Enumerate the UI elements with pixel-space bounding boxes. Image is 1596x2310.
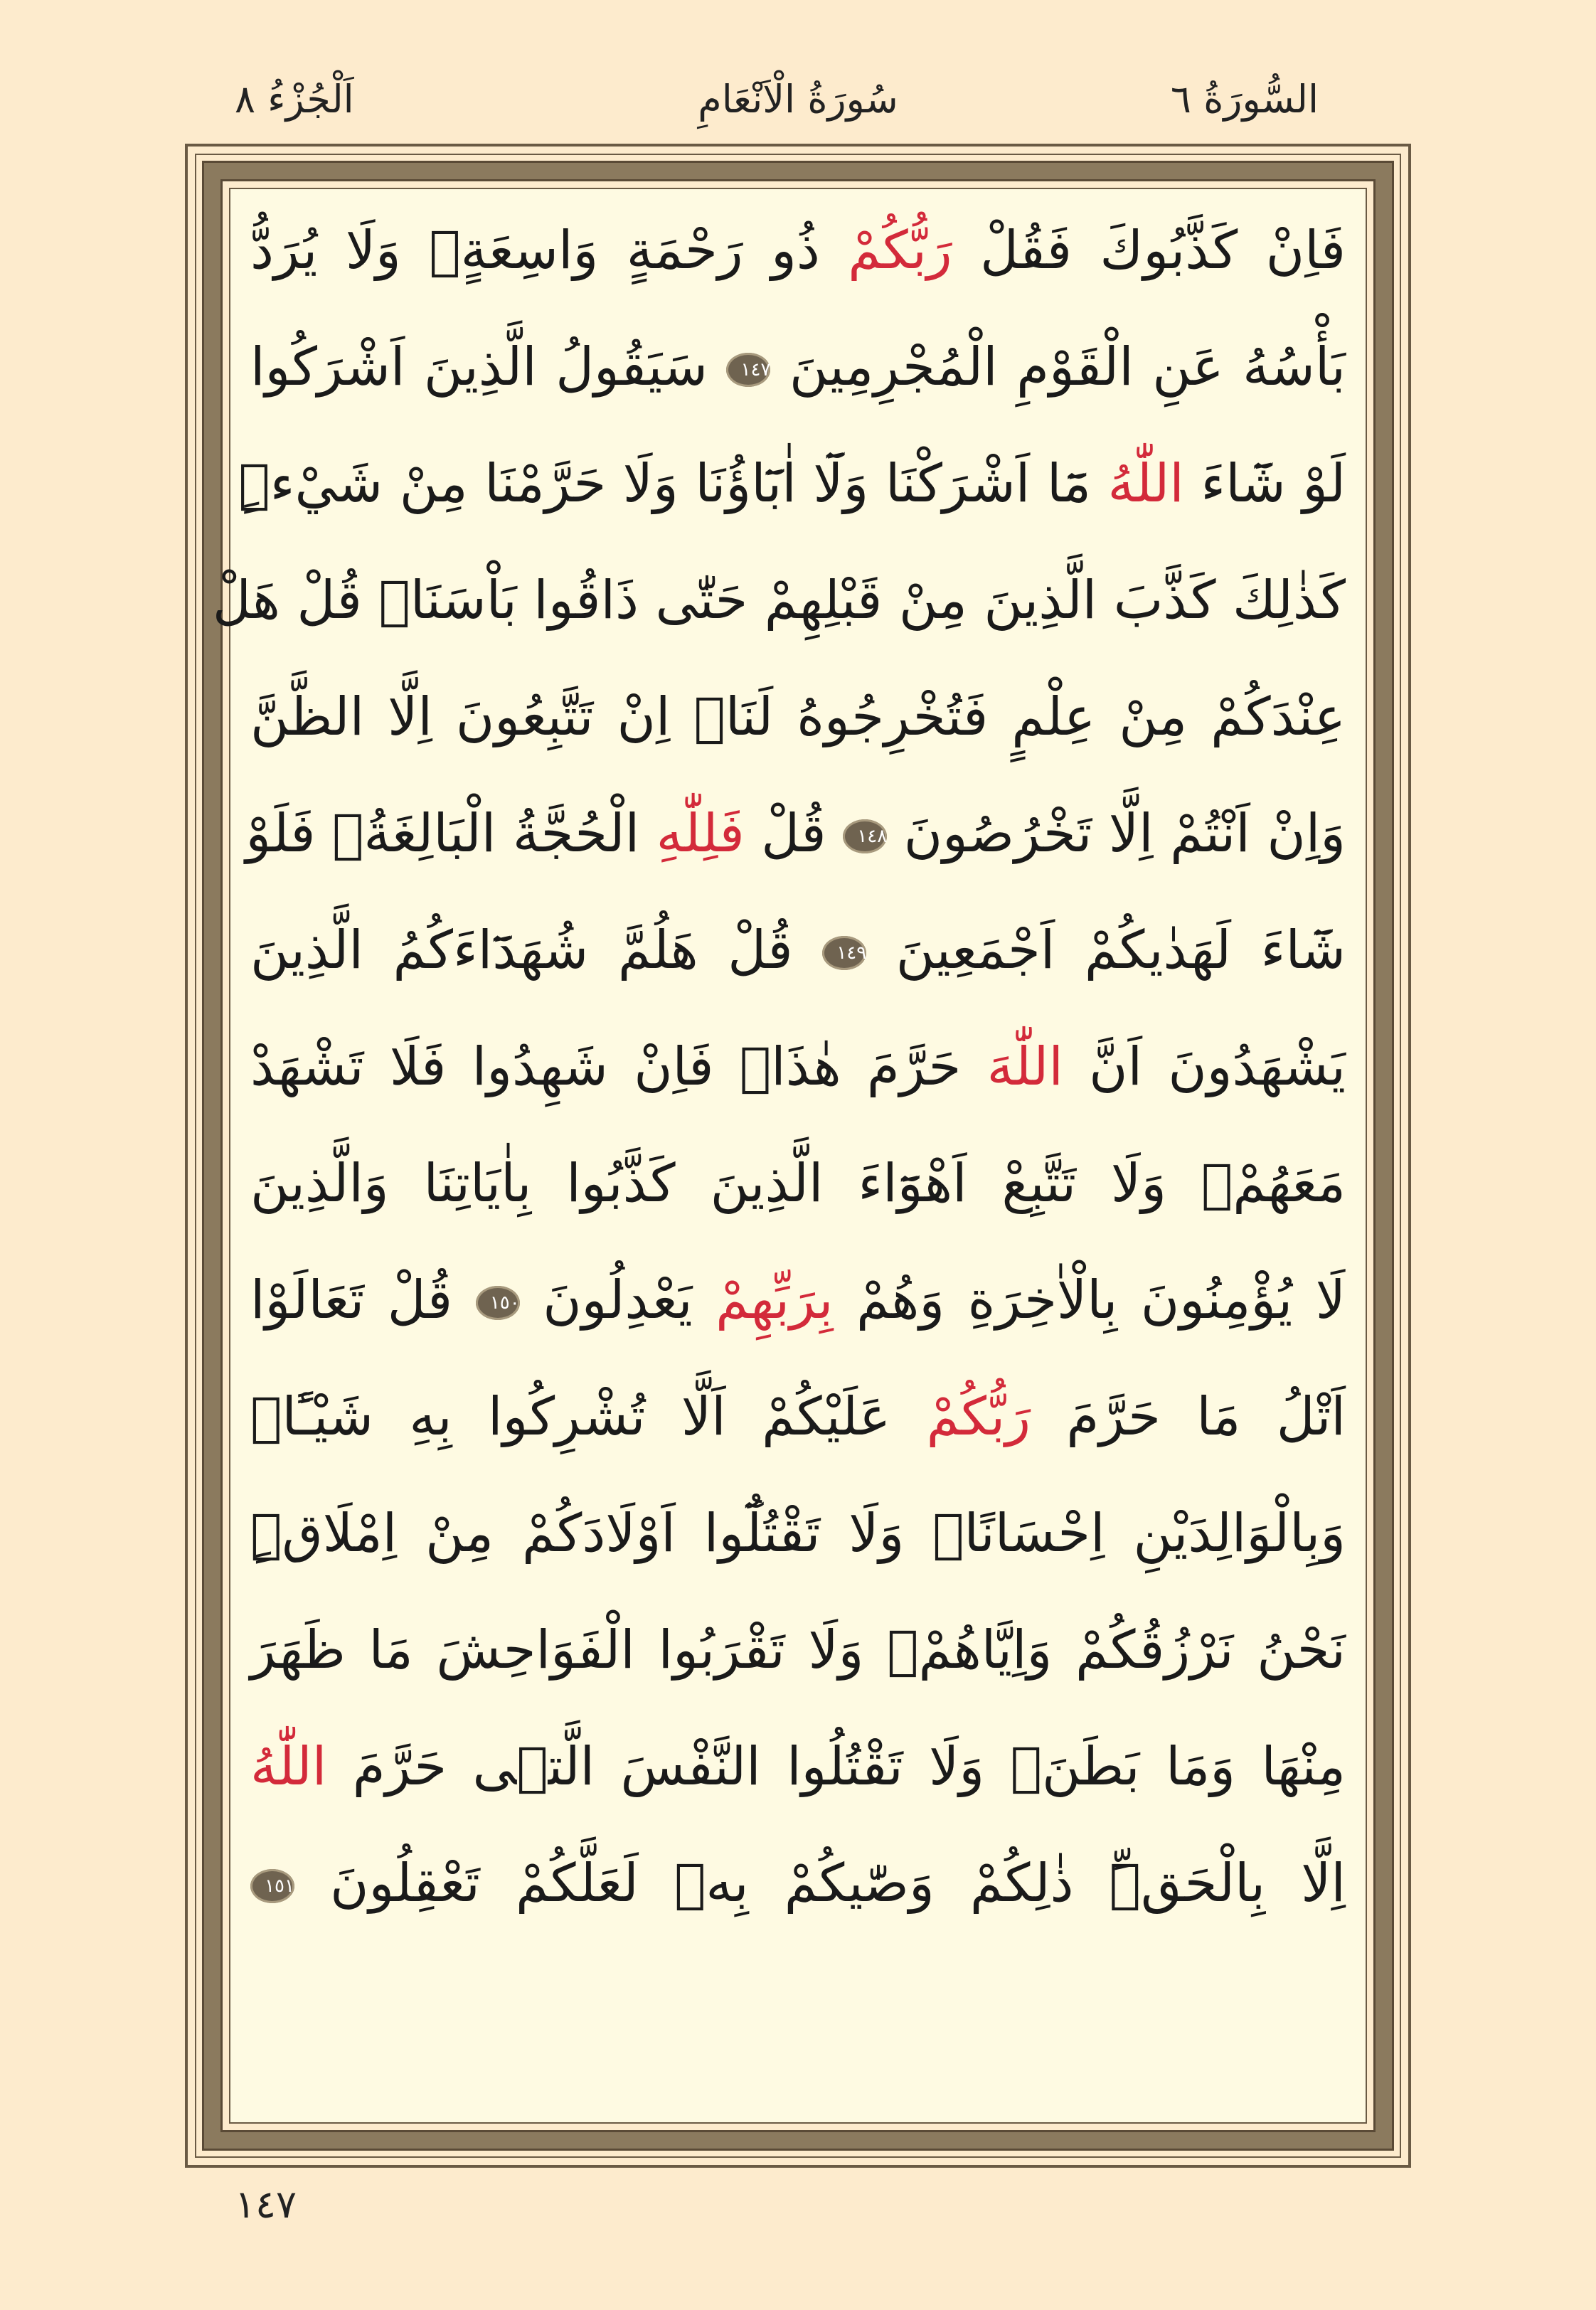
verse-line-content bbox=[250, 659, 1346, 775]
verse-line bbox=[250, 192, 1346, 309]
verse-line-content bbox=[250, 1825, 1346, 1942]
verse-line bbox=[250, 1592, 1346, 1708]
verse-line bbox=[212, 542, 1346, 659]
verse-line bbox=[250, 1708, 1346, 1825]
verse-text: مَٓا اَشْرَكْنَا وَلَٓا اٰبَٓاؤُنَا وَلَا حَرَّمْنَا مِنْ شَيْءٍۜ bbox=[238, 453, 1108, 514]
verse-text: سَيَقُولُ الَّذِينَ اَشْرَكُوا bbox=[250, 336, 727, 398]
verse-text: عِنْدَكُمْ مِنْ عِلْمٍ فَتُخْرِجُوهُ لَنَاۜ اِنْ تَتَّبِعُونَ اِلَّا الظَّنَّ bbox=[250, 686, 1346, 747]
verse-line-content bbox=[250, 1242, 1346, 1358]
verse-text: كَذٰلِكَ كَذَّبَ الَّذِينَ مِنْ قَبْلِهِمْ حَتّٰى ذَاقُوا بَاْسَنَاۜ قُلْ هَلْ bbox=[212, 570, 1346, 631]
divine-name-text: اللّٰهَ bbox=[986, 1036, 1063, 1097]
verse-line bbox=[250, 1008, 1346, 1125]
verse-text: لَوْ شَٓاءَ bbox=[1183, 453, 1346, 514]
ayah-number-marker: ١٥٠ bbox=[476, 1286, 520, 1320]
divine-name-text: اللّٰهُ bbox=[250, 1736, 327, 1797]
ayah-number-marker: ١٤٨ bbox=[843, 819, 887, 853]
verse-line-content bbox=[250, 1358, 1346, 1475]
verse-line-content bbox=[250, 1592, 1346, 1708]
verse-line bbox=[250, 1475, 1346, 1592]
verse-text: قُلْ تَعَالَوْا bbox=[250, 1270, 476, 1331]
verse-text: اَتْلُ مَا حَرَّمَ bbox=[1031, 1386, 1346, 1447]
verse-line-content bbox=[250, 1475, 1346, 1592]
divine-name-text: بِرَبِّهِمْ bbox=[715, 1270, 834, 1331]
ayah-number-marker: ١٥١ bbox=[250, 1869, 294, 1903]
verse-line-content bbox=[250, 192, 1346, 309]
verse-text: بَأْسُهُ عَنِ الْقَوْمِ الْمُجْرِمِينَ bbox=[770, 336, 1346, 398]
verse-line bbox=[250, 659, 1346, 775]
quran-text-block bbox=[212, 192, 1346, 1942]
page-header bbox=[0, 77, 1596, 134]
verse-text: اِلَّا بِالْحَقِّۜ ذٰلِكُمْ وَصّٰيكُمْ بِهٖ لَعَلَّكُمْ تَعْقِلُونَ bbox=[294, 1853, 1346, 1914]
verse-text: مَعَهُمْۚ وَلَا تَتَّبِعْ اَهْوَٓاءَ الَّذِينَ كَذَّبُوا بِاٰيَاتِنَا وَالَّذِينَ bbox=[250, 1153, 1346, 1214]
divine-name-text: اللّٰهُ bbox=[1107, 453, 1184, 514]
verse-line bbox=[250, 1825, 1346, 1942]
surah-number: السُّورَةُ ٦ bbox=[1170, 77, 1319, 122]
verse-line bbox=[238, 425, 1346, 542]
verse-text: يَعْدِلُونَ bbox=[519, 1270, 716, 1331]
juz-label: اَلْجُزْءُ ٨ bbox=[235, 77, 354, 122]
verse-line bbox=[250, 309, 1346, 425]
verse-line-content bbox=[250, 1125, 1346, 1242]
verse-line-content bbox=[238, 425, 1346, 542]
verse-line bbox=[245, 775, 1346, 892]
verse-line-content bbox=[250, 892, 1346, 1008]
verse-line-content bbox=[250, 1008, 1346, 1125]
verse-text: يَشْهَدُونَ اَنَّ bbox=[1063, 1036, 1346, 1097]
surah-name: سُورَةُ الْاَنْعَامِ bbox=[698, 77, 898, 122]
verse-text: الْحُجَّةُ الْبَالِغَةُۚ فَلَوْ bbox=[245, 803, 656, 864]
divine-name-text: فَلِلّٰهِ bbox=[656, 803, 745, 864]
page-number: ١٤٧ bbox=[235, 2182, 297, 2227]
verse-line-content bbox=[212, 542, 1346, 659]
verse-text: نَحْنُ نَرْزُقُكُمْ وَاِيَّاهُمْۚ وَلَا تَقْرَبُوا الْفَوَاحِشَ مَا ظَهَرَ bbox=[250, 1619, 1346, 1681]
verse-line bbox=[250, 892, 1346, 1008]
divine-name-text: رَبُّكُمْ bbox=[848, 220, 952, 281]
verse-text: فَاِنْ كَذَّبُوكَ فَقُلْ bbox=[952, 220, 1346, 281]
verse-text: شَٓاءَ لَهَدٰيكُمْ اَجْمَعِينَ bbox=[866, 920, 1346, 981]
verse-text: ذُو رَحْمَةٍ وَاسِعَةٍۚ وَلَا يُرَدُّ bbox=[250, 220, 848, 281]
verse-text: حَرَّمَ هٰذَاۚ فَاِنْ شَهِدُوا فَلَا تَشْهَدْ bbox=[250, 1036, 987, 1097]
verse-text: وَاِنْ اَنْتُمْ اِلَّا تَخْرُصُونَ bbox=[887, 803, 1346, 864]
divine-name-text: رَبُّكُمْ bbox=[926, 1386, 1031, 1447]
verse-line bbox=[250, 1242, 1346, 1358]
verse-line bbox=[250, 1358, 1346, 1475]
verse-text: مِنْهَا وَمَا بَطَنَۚ وَلَا تَقْتُلُوا النَّفْسَ الَّتٖى حَرَّمَ bbox=[326, 1736, 1346, 1797]
verse-text: عَلَيْكُمْ اَلَّا تُشْرِكُوا بِهِ شَيْـًٔاۜ bbox=[250, 1386, 927, 1447]
verse-line bbox=[250, 1125, 1346, 1242]
verse-line-content bbox=[245, 775, 1346, 892]
verse-text: قُلْ bbox=[744, 803, 844, 864]
verse-text: قُلْ هَلُمَّ شُهَدَٓاءَكُمُ الَّذِينَ bbox=[250, 920, 823, 981]
verse-line-content bbox=[250, 1708, 1346, 1825]
ayah-number-marker: ١٤٩ bbox=[822, 936, 866, 970]
ayah-number-marker: ١٤٧ bbox=[726, 353, 770, 387]
verse-text: وَبِالْوَالِدَيْنِ اِحْسَانًاۚ وَلَا تَقْتُلُٓوا اَوْلَادَكُمْ مِنْ اِمْلَاقٍۜ bbox=[250, 1503, 1346, 1564]
verse-text: لَا يُؤْمِنُونَ بِالْاٰخِرَةِ وَهُمْ bbox=[833, 1270, 1346, 1331]
verse-line-content bbox=[250, 309, 1346, 425]
